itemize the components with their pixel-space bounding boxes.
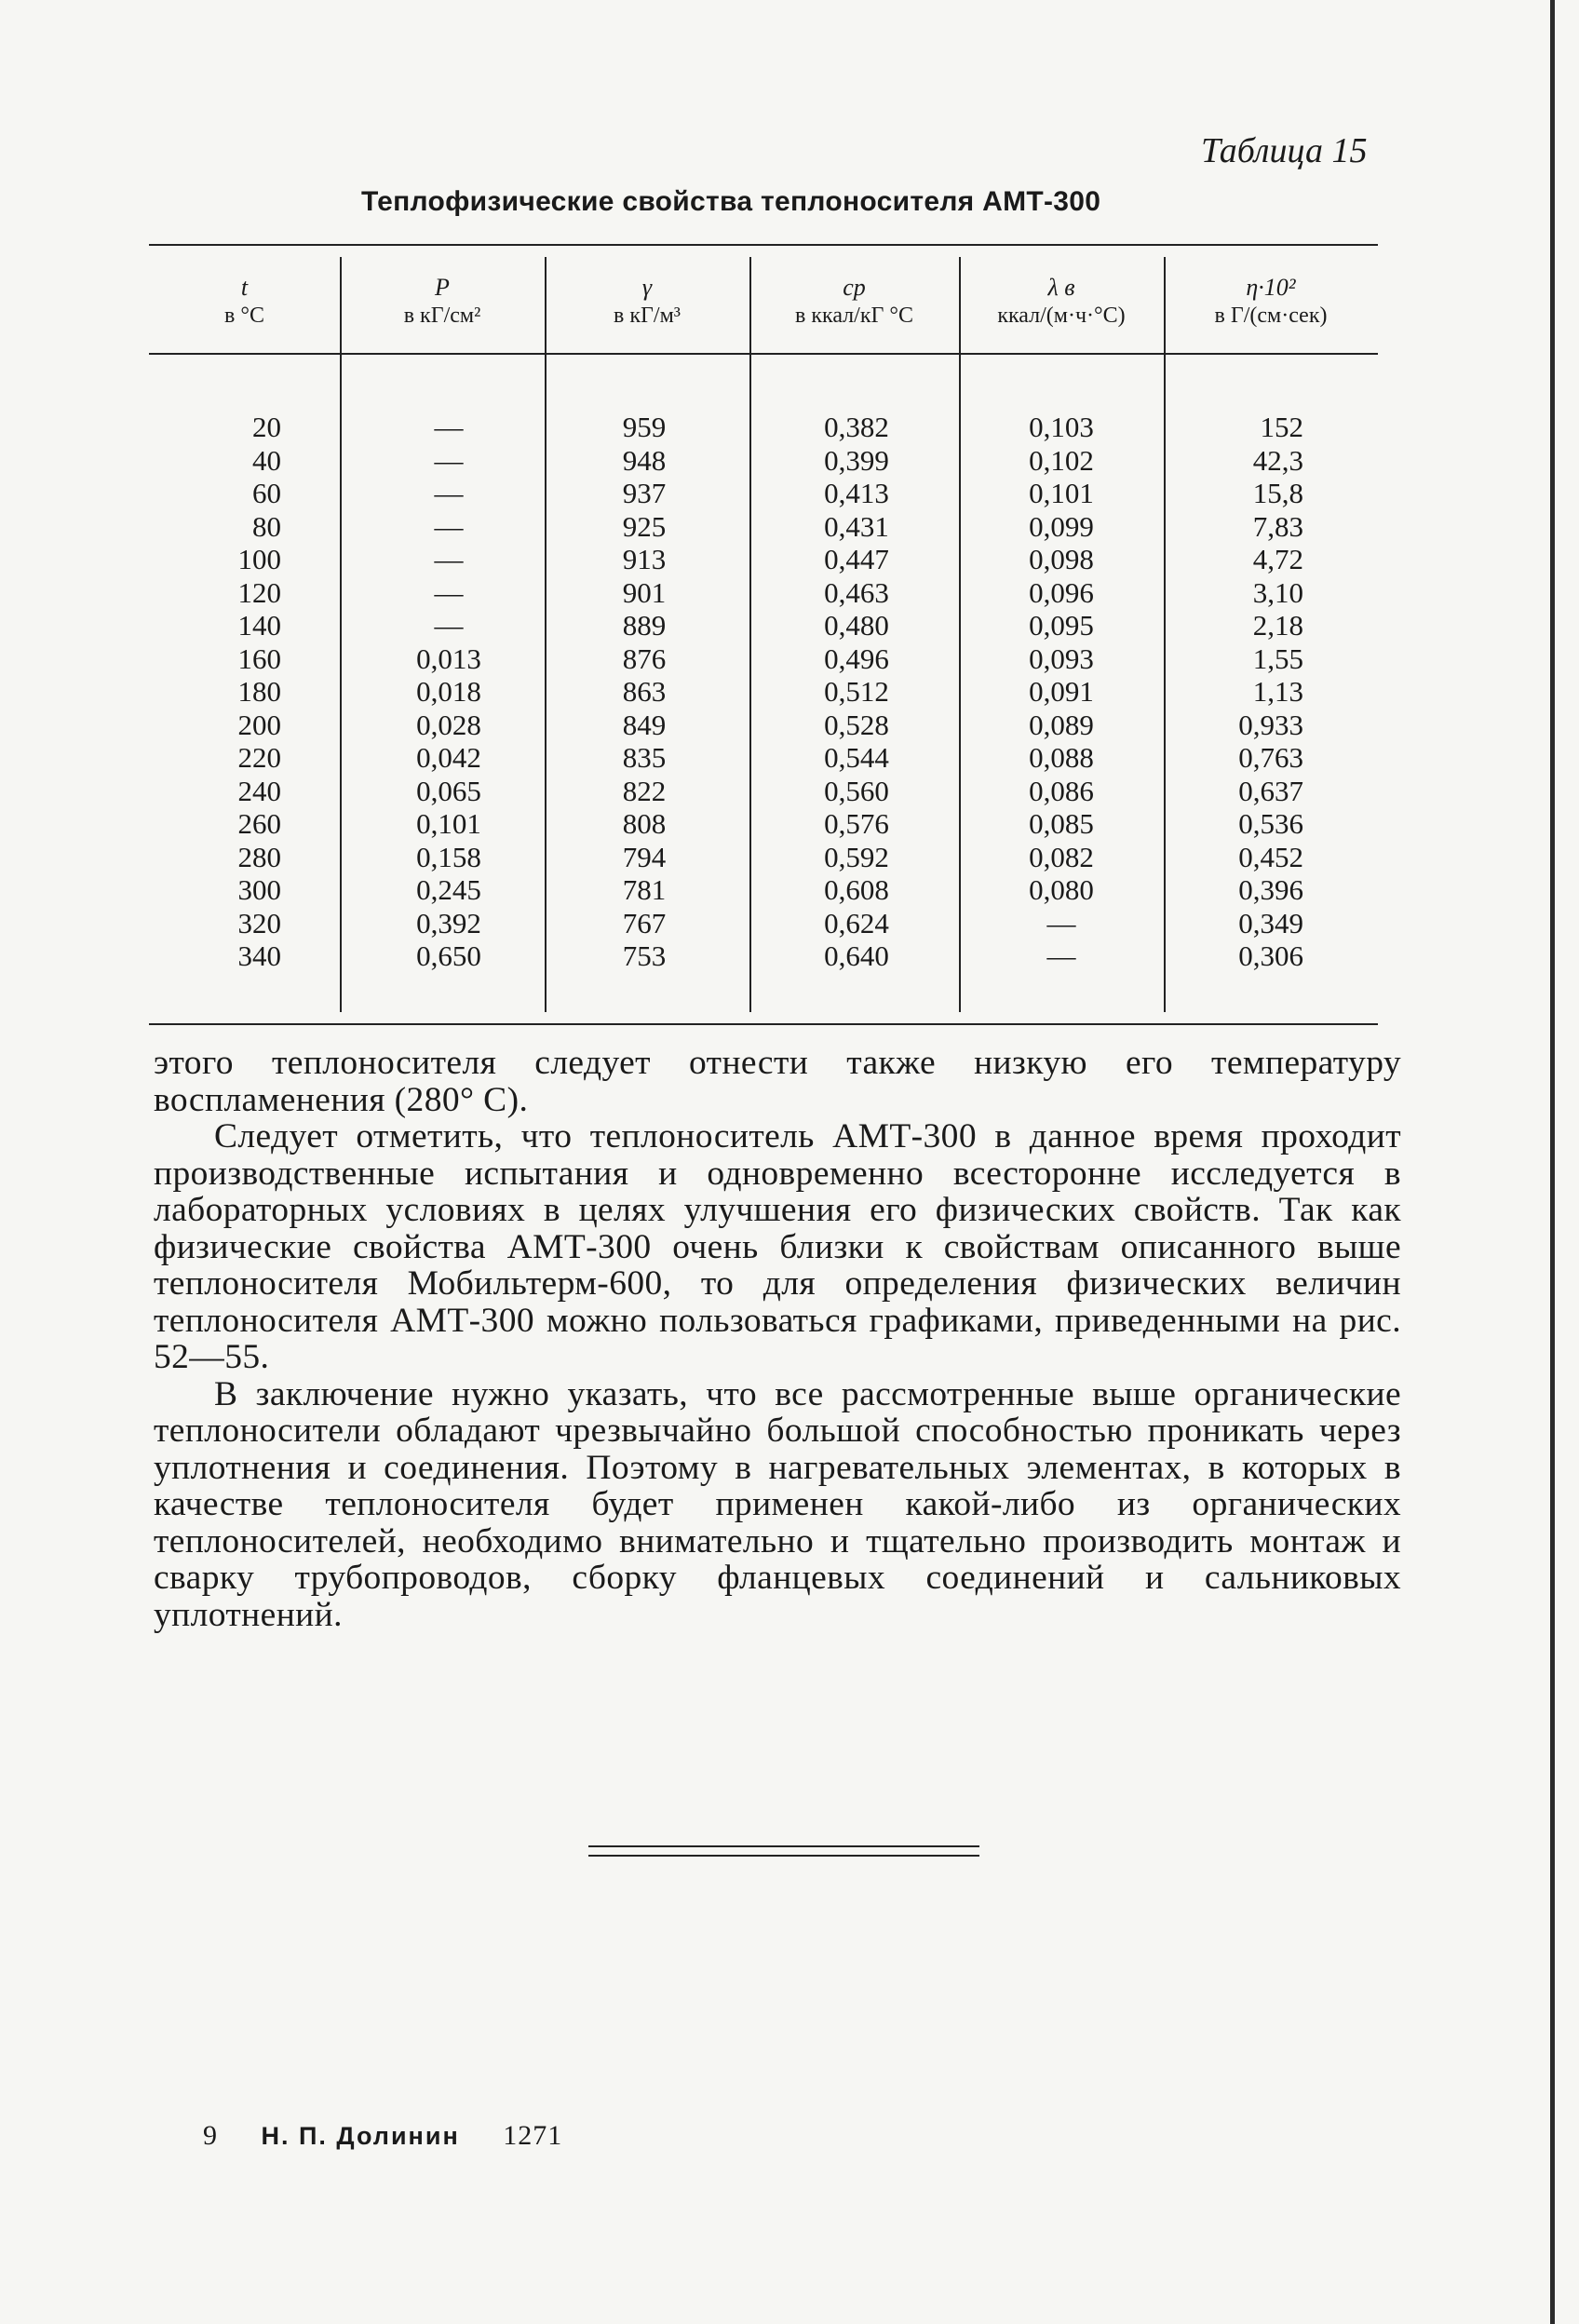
end-rule	[588, 1855, 979, 1857]
table-cell: 0,544	[824, 741, 889, 774]
table-cell: 822	[622, 774, 667, 807]
header-symbol: λ в	[1047, 274, 1075, 301]
table-cell: 0,086	[1029, 774, 1094, 807]
column-t	[205, 411, 281, 973]
header-symbol: t	[240, 274, 249, 301]
table-cell: 340	[237, 939, 281, 972]
table-cell: 863	[622, 675, 667, 708]
table-number: Таблица 15	[1201, 131, 1368, 170]
header-unit: ккал/(м·ч·°С)	[997, 304, 1126, 328]
header-unit: в °С	[224, 304, 264, 328]
table-cell: 913	[622, 543, 667, 575]
table-cell: 2,18	[1252, 609, 1303, 642]
table-cell: 0,093	[1029, 642, 1094, 675]
header-eta	[1164, 274, 1378, 330]
table-cell: 200	[237, 708, 281, 741]
table-cell: 60	[252, 477, 281, 509]
table-cell: 0,098	[1029, 543, 1094, 575]
table-cell: 260	[237, 807, 281, 840]
page-edge	[1550, 0, 1555, 2324]
header-unit: в кГ/см²	[403, 304, 481, 328]
table-cell: 0,512	[824, 675, 889, 708]
table-cell: —	[434, 411, 464, 443]
table-cell: 0,608	[824, 873, 889, 906]
table-cell: 0,392	[416, 906, 481, 939]
table-cell: —	[434, 477, 464, 509]
body-text	[154, 1045, 1401, 1633]
table-cell: 0,637	[1238, 774, 1303, 807]
table-cell: 0,095	[1029, 609, 1094, 642]
table-cell: 0,085	[1029, 807, 1094, 840]
table-cell: 0,018	[416, 675, 481, 708]
table-cell: 40	[252, 443, 281, 477]
table-cell: 100	[237, 543, 281, 575]
table-title: Теплофизические свойства теплоносителя АМТ-300	[361, 186, 1101, 217]
table-cell: 0,536	[1238, 807, 1303, 840]
table-cell: —	[434, 443, 464, 477]
footer	[203, 2120, 598, 2152]
column-cp	[801, 411, 912, 973]
table-cell: 0,452	[1238, 840, 1303, 873]
table-cell: 0,028	[416, 708, 481, 741]
table-cell: 0,576	[824, 807, 889, 840]
table-cell: 0,650	[416, 939, 481, 972]
table-cell: 849	[622, 708, 667, 741]
header-t	[149, 274, 340, 330]
header-symbol: η·10²	[1246, 274, 1296, 301]
column-eta	[1192, 411, 1303, 973]
table-cell: 152	[1260, 411, 1303, 443]
table-cell: 20	[252, 411, 281, 443]
table-cell: —	[434, 609, 464, 642]
column-divider	[545, 257, 547, 1012]
paragraph: В заключение нужно указать, что все рассмотренные выше органические теплоносители обладают чрезвычайно большой способностью проникать через уплотнения и соединения. Поэтому в нагревательных элементах, в которых в качестве теплоносителя будет применен какой-либо из органических теплоносителей, необходимо внимательно и тщательно производить монтаж и сварку трубопроводов, сборку фланцевых соединений и сальниковых уплотнений.	[154, 1374, 1401, 1634]
end-rule	[588, 1845, 979, 1847]
table-cell: 0,640	[824, 939, 889, 972]
header-p	[340, 274, 545, 330]
column-lambda	[1005, 411, 1117, 973]
signature-number: 9	[203, 2120, 218, 2151]
table-cell: 280	[237, 840, 281, 873]
table-cell: 0,013	[416, 642, 481, 675]
table-cell: 0,496	[824, 642, 889, 675]
table-cell: 835	[622, 741, 667, 774]
table-cell: 0,933	[1238, 708, 1303, 741]
column-divider	[749, 257, 751, 1012]
table-cell: 0,431	[824, 509, 889, 543]
table-cell: 120	[237, 575, 281, 609]
table-cell: 0,382	[824, 411, 889, 443]
table-cell: 0,763	[1238, 741, 1303, 774]
table-cell: 0,080	[1029, 873, 1094, 906]
table-cell: 4,72	[1252, 543, 1303, 575]
table-cell: 42,3	[1252, 443, 1303, 477]
table-cell: —	[434, 543, 464, 575]
header-symbol: γ	[641, 274, 653, 301]
table-cell: 15,8	[1252, 477, 1303, 509]
table-cell: 240	[237, 774, 281, 807]
header-rule	[149, 353, 1378, 355]
column-p	[393, 411, 505, 973]
table-cell: 1,13	[1252, 675, 1303, 708]
table-cell: 959	[622, 411, 667, 443]
author: Н. П. Долинин	[261, 2122, 460, 2150]
table-cell: 948	[622, 443, 667, 477]
table-cell: 925	[622, 509, 667, 543]
header-unit: в Г/(см·сек)	[1214, 304, 1328, 328]
table-cell: 1,55	[1252, 642, 1303, 675]
table-cell: 901	[622, 575, 667, 609]
table-cell: 0,099	[1029, 509, 1094, 543]
paragraph: Следует отметить, что теплоноситель АМТ-300 в данное время проходит производственные испытания и одновременно всесторонне исследуется в лабораторных условиях в целях улучшения его физических свойств. Так как физические свойства АМТ-300 очень близки к свойствам описанного выше теплоносителя Мобильтерм-600, то для определения физических величин теплоносителя АМТ-300 можно пользоваться графиками, приведенными на рис. 52—55.	[154, 1117, 1401, 1376]
table-cell: 0,592	[824, 840, 889, 873]
table-cell: 0,399	[824, 443, 889, 477]
column-divider	[1164, 257, 1166, 1012]
table-cell: 0,042	[416, 741, 481, 774]
table-cell: 0,101	[1029, 477, 1094, 509]
print-code: 1271	[503, 2120, 563, 2151]
header-unit: в ккал/кГ °С	[795, 304, 913, 328]
column-divider	[959, 257, 961, 1012]
table-cell: 781	[622, 873, 667, 906]
table-cell: 0,560	[824, 774, 889, 807]
table-cell: 0,480	[824, 609, 889, 642]
table-cell: 3,10	[1252, 575, 1303, 609]
table-cell: 889	[622, 609, 667, 642]
table-cell: 140	[237, 609, 281, 642]
table-cell: 0,103	[1029, 411, 1094, 443]
table-cell: —	[1046, 906, 1076, 939]
table-cell: 0,091	[1029, 675, 1094, 708]
table-cell: 0,101	[416, 807, 481, 840]
table-cell: —	[434, 575, 464, 609]
table-cell: 937	[622, 477, 667, 509]
table-cell: 0,065	[416, 774, 481, 807]
table-cell: 180	[237, 675, 281, 708]
table-cell: 0,158	[416, 840, 481, 873]
column-divider	[340, 257, 342, 1012]
table-cell: 753	[622, 939, 667, 972]
table-cell: 80	[252, 509, 281, 543]
table-cell: 0,447	[824, 543, 889, 575]
paragraph: этого теплоносителя следует отнести также низкую его температуру воспламенения (280° С).	[154, 1044, 1401, 1119]
table-cell: 0,102	[1029, 443, 1094, 477]
table-cell: 0,624	[824, 906, 889, 939]
table-cell: 0,096	[1029, 575, 1094, 609]
table-cell: 0,349	[1238, 906, 1303, 939]
table-cell: 7,83	[1252, 509, 1303, 543]
table-cell: 320	[237, 906, 281, 939]
table-cell: 0,306	[1238, 939, 1303, 972]
table-cell: 876	[622, 642, 667, 675]
table-cell: 808	[622, 807, 667, 840]
header-cp	[749, 274, 959, 330]
table-cell: —	[1046, 939, 1076, 972]
properties-table	[149, 244, 1378, 1025]
table-cell: 767	[622, 906, 667, 939]
table-cell: 0,082	[1029, 840, 1094, 873]
header-symbol: P	[435, 274, 450, 301]
table-cell: 0,463	[824, 575, 889, 609]
column-gamma	[598, 411, 691, 973]
table-cell: 0,089	[1029, 708, 1094, 741]
header-unit: в кГ/м³	[614, 304, 681, 328]
table-cell: 160	[237, 642, 281, 675]
header-symbol: cp	[843, 274, 866, 301]
table-cell: 220	[237, 741, 281, 774]
table-cell: 0,396	[1238, 873, 1303, 906]
table-cell: 0,245	[416, 873, 481, 906]
table-cell: 0,528	[824, 708, 889, 741]
table-cell: 794	[622, 840, 667, 873]
table-cell: 0,088	[1029, 741, 1094, 774]
table-cell: 0,413	[824, 477, 889, 509]
table-cell: —	[434, 509, 464, 543]
header-lambda	[959, 274, 1164, 330]
header-gamma	[545, 274, 749, 330]
table-cell: 300	[237, 873, 281, 906]
